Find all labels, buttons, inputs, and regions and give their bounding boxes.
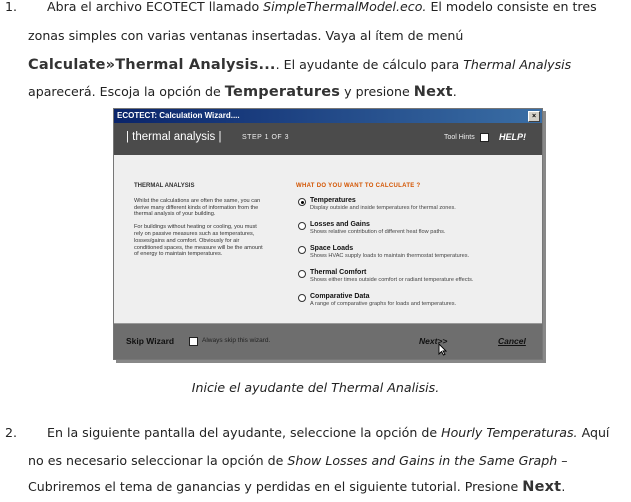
text: Cubriremos el tema de ganancias y perdidas en el siguiente tutorial. Presione <box>28 479 523 494</box>
option-description: Shows either times outside comfort or radiant temperature effects. <box>310 277 474 283</box>
radio[interactable] <box>298 294 306 302</box>
tool-hints-checkbox[interactable] <box>480 133 489 142</box>
text: y presione <box>340 84 414 99</box>
cancel-button[interactable]: Cancel <box>498 336 526 346</box>
menu-path: Calculate»Thermal Analysis... <box>28 57 276 73</box>
mouse-pointer-icon <box>438 343 447 356</box>
paragraph-1-line-2: zonas simples con varias ventanas insertadas. Vaya al ítem de menú <box>28 28 464 43</box>
radio[interactable] <box>298 222 306 230</box>
file-name: SimpleThermalModel.eco. <box>263 0 427 14</box>
text: no es necesario seleccionar la opción de <box>28 453 288 468</box>
option-label: Losses and Gains <box>310 221 370 228</box>
next-button[interactable]: Next>> <box>419 336 448 346</box>
paragraph-1-line-1 <box>47 0 597 21</box>
text: Aquí <box>577 425 610 440</box>
option-thermal-comfort[interactable] <box>296 269 536 293</box>
text: El modelo consiste en tres <box>426 0 597 14</box>
options-question: WHAT DO YOU WANT TO CALCULATE ? <box>296 183 421 189</box>
option-name: Temperatures <box>224 84 341 100</box>
italic-text: Hourly Temperaturas. <box>441 425 578 440</box>
italic-text: Show Losses and Gains in the Same Graph <box>287 453 558 468</box>
text: Abra el archivo ECOTECT llamado <box>47 0 264 14</box>
option-description: Display outside and inside temperatures for thermal zones. <box>310 205 456 211</box>
description-heading: THERMAL ANALYSIS <box>134 183 195 189</box>
option-description: A range of comparative graphs for loads and temperatures. <box>310 301 457 307</box>
text: aparecerá. Escoja la opción de <box>28 84 225 99</box>
wizard-header <box>114 123 542 155</box>
tool-hints-label: Tool Hints <box>444 134 475 141</box>
description-pane <box>134 183 264 264</box>
text: En la siguiente pantalla del ayudante, seleccione la opción de <box>47 425 442 440</box>
close-button[interactable]: × <box>528 111 540 122</box>
paragraph-2-line-1 <box>47 418 609 447</box>
radio-selected[interactable] <box>298 198 306 206</box>
option-space-loads[interactable] <box>296 245 536 269</box>
option-temperatures[interactable] <box>296 197 536 221</box>
always-skip-checkbox[interactable] <box>189 337 198 346</box>
help-button[interactable]: HELP! <box>499 132 526 142</box>
paragraph-2-line-3 <box>28 472 565 502</box>
options-pane <box>296 183 536 317</box>
window-title: ECOTECT: Calculation Wizard.... <box>117 111 240 120</box>
description-paragraph-1: Whilst the calculations are often the same, you can derive many different kinds of information from the thermal analysis of your building. <box>134 197 261 218</box>
option-losses-gains[interactable] <box>296 221 536 245</box>
always-skip-label: Always skip this wizard. <box>202 337 271 344</box>
option-description: Shows HVAC supply loads to maintain thermostat temperatures. <box>310 253 470 259</box>
figure-caption: Inicie el ayudante del Thermal Analisis. <box>191 380 440 395</box>
text: – <box>557 453 568 468</box>
radio[interactable] <box>298 270 306 278</box>
wizard-body <box>114 155 542 323</box>
option-label: Space Loads <box>310 245 354 252</box>
wizard-footer <box>114 323 542 360</box>
step-indicator: STEP 1 OF 3 <box>242 134 289 141</box>
description-paragraph-2: For buildings without heating or cooling, you must rely on passive measures such as temperatures, losses/gains and comfort. Obviously for air conditioned spaces, the measure will be the amount of energy to maintain temperatures. <box>134 224 263 258</box>
option-label: Temperatures <box>310 197 356 204</box>
next-keyword: Next <box>413 84 453 100</box>
option-comparative-data[interactable] <box>296 293 536 317</box>
window-titlebar <box>114 109 542 123</box>
text: . El ayudante de cálculo para <box>275 57 464 72</box>
option-label: Comparative Data <box>310 293 370 300</box>
paragraph-2-line-2 <box>28 446 568 475</box>
italic-text: Thermal Analysis <box>463 57 572 72</box>
list-number-1: 1. <box>5 0 18 14</box>
skip-wizard-button[interactable]: Skip Wizard <box>126 336 175 346</box>
calculation-wizard-window <box>113 108 543 360</box>
radio[interactable] <box>298 246 306 254</box>
paragraph-1-line-3 <box>28 50 571 80</box>
text: . <box>452 84 457 99</box>
list-number-2: 2. <box>5 425 18 440</box>
option-description: Shows relative contribution of different heat flow paths. <box>310 229 446 235</box>
option-label: Thermal Comfort <box>310 269 367 276</box>
text: . <box>561 479 566 494</box>
wizard-title: | thermal analysis | <box>126 131 222 143</box>
next-keyword: Next <box>522 479 562 495</box>
paragraph-1-line-4 <box>28 77 457 107</box>
